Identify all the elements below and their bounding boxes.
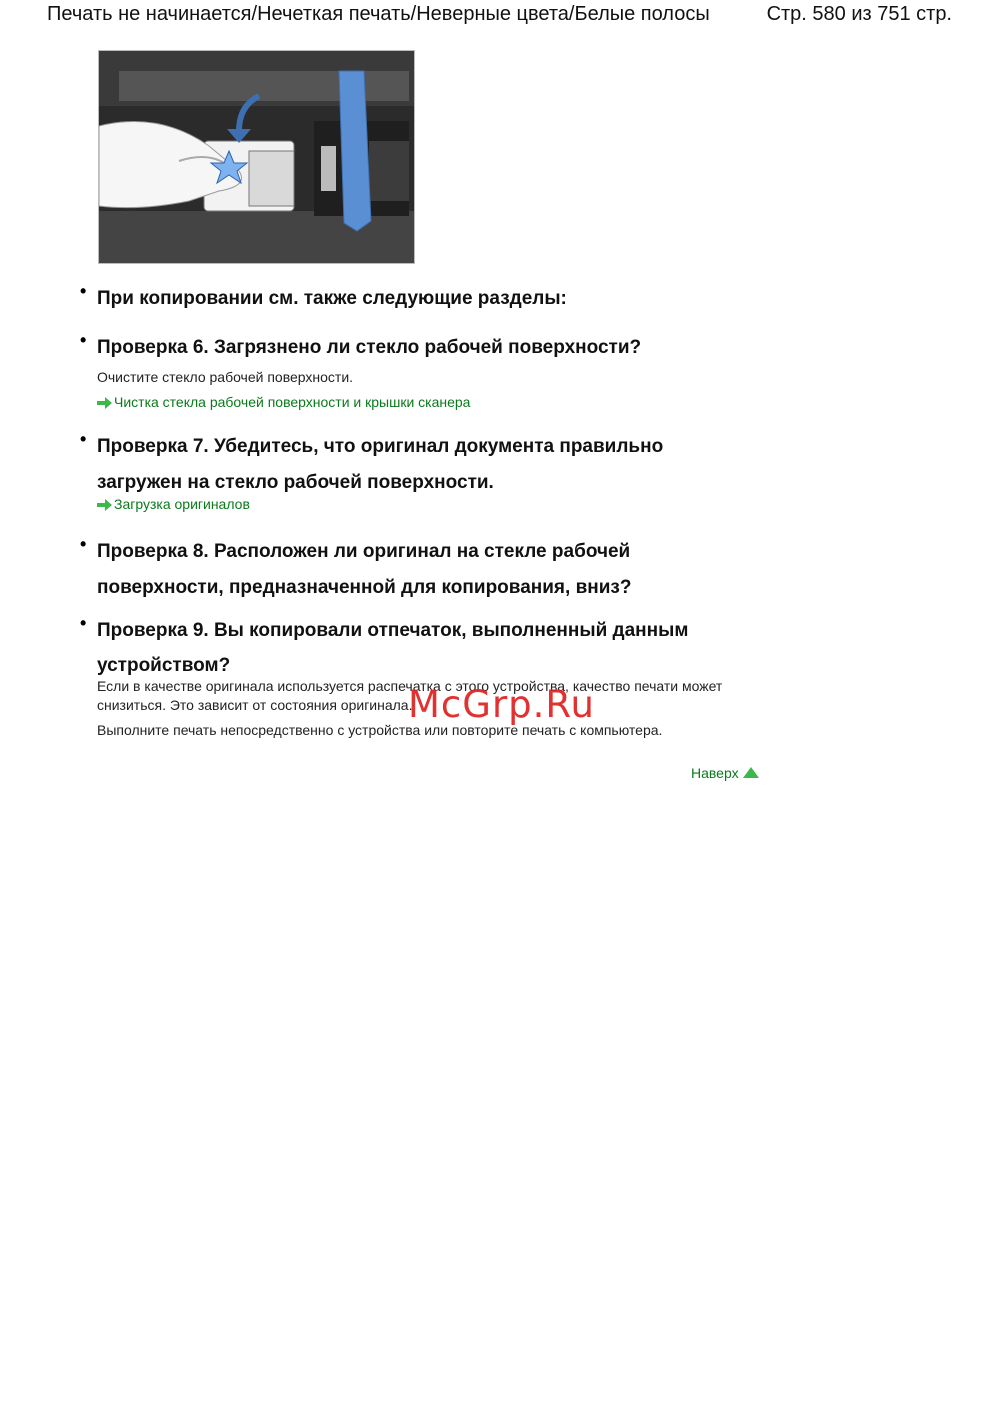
link-label[interactable]: Загрузка оригиналов [114, 496, 250, 512]
item-heading: Проверка 8. Расположен ли оригинал на стекле рабочей [97, 541, 631, 562]
item-heading: Проверка 6. Загрязнено ли стекло рабочей поверхности? [97, 337, 642, 358]
item-heading-continued: загружен на стекло рабочей поверхности. [97, 472, 494, 493]
item-heading-continued: устройством? [97, 655, 231, 676]
list-item [80, 281, 780, 317]
item-heading-continued: поверхности, предназначенной для копирования, вниз? [97, 577, 632, 598]
item-text: Если в качестве оригинала используется распечатка с этого устройства, качество печати может [97, 678, 723, 694]
back-to-top-link[interactable] [691, 765, 759, 781]
arrow-right-icon [97, 499, 113, 511]
bullet: • [80, 330, 87, 350]
item-heading: Проверка 7. Убедитесь, что оригинал документа правильно [97, 436, 664, 457]
item-heading: При копировании см. также следующие разделы: [97, 288, 567, 309]
printer-illustration [98, 50, 415, 264]
link-glass-cleaning[interactable] [97, 393, 780, 412]
watermark: McGrp.Ru [408, 683, 595, 726]
page-counter: Стр. 580 из 751 стр. [766, 3, 952, 25]
arrow-right-icon [97, 397, 113, 409]
header-title: Печать не начинается/Нечеткая печать/Неверные цвета/Белые полосы [47, 3, 710, 25]
list-item [80, 429, 780, 514]
list-item [80, 534, 780, 606]
bullet: • [80, 613, 87, 633]
item-text: Выполните печать непосредственно с устройства или повторите печать с компьютера. [97, 722, 663, 738]
link-label[interactable]: Чистка стекла рабочей поверхности и крышки сканера [114, 394, 471, 410]
bullet: • [80, 429, 87, 449]
item-text: Очистите стекло рабочей поверхности. [97, 369, 354, 385]
back-to-top-label[interactable]: Наверх [691, 765, 739, 781]
bullet: • [80, 281, 87, 301]
list-item [80, 330, 780, 412]
item-text: снизиться. Это зависит от состояния оригинала. [97, 697, 413, 713]
printer-cartridge-install-illustration [99, 51, 414, 263]
arrow-up-icon [743, 767, 759, 779]
bullet: • [80, 534, 87, 554]
item-heading: Проверка 9. Вы копировали отпечаток, выполненный данным [97, 620, 689, 641]
